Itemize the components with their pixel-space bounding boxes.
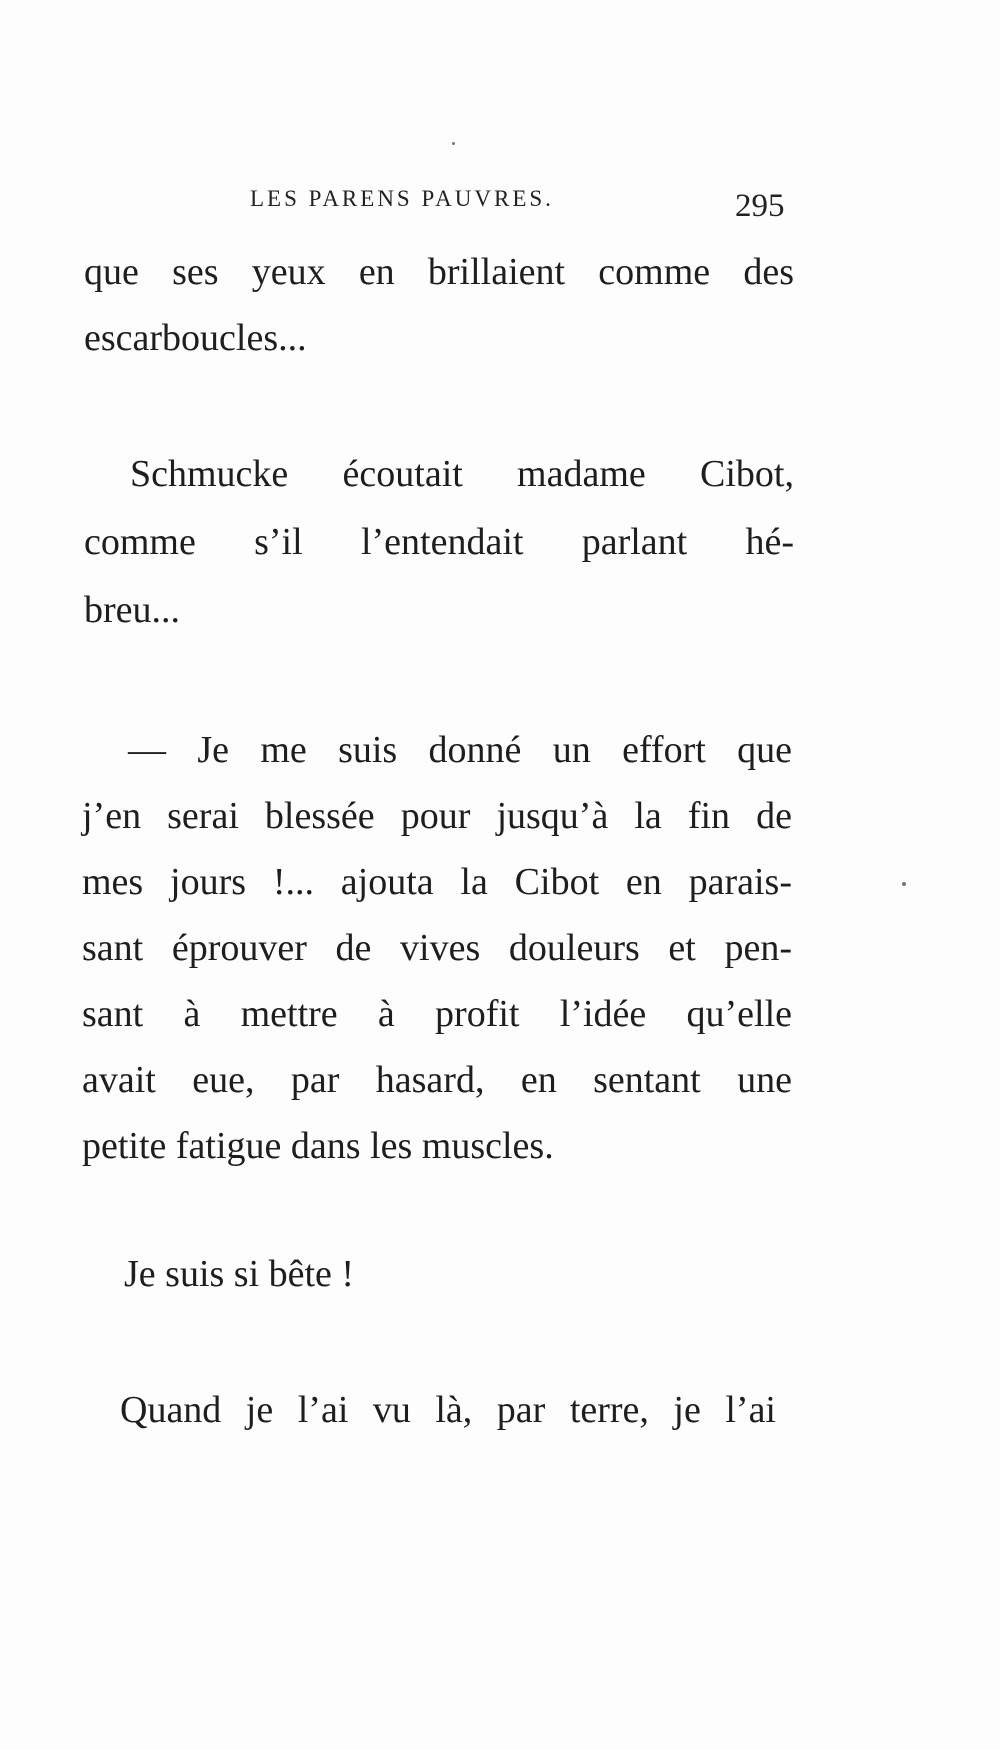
text-line: Schmucke écoutait madame Cibot, (130, 453, 794, 495)
text-line: — Je me suis donné un effort que (128, 729, 792, 771)
page-number: 295 (735, 188, 785, 224)
text-line: comme s’il l’entendait parlant hé- (84, 521, 794, 563)
text-line: Quand je l’ai vu là, par terre, je l’ai (120, 1389, 776, 1431)
scan-speck (452, 142, 455, 145)
running-head: LES PARENS PAUVRES. (250, 186, 554, 211)
text-line: petite fatigue dans les muscles. (82, 1125, 554, 1167)
text-line: mes jours !... ajouta la Cibot en parais- (82, 861, 792, 903)
text-line: escarboucles... (84, 317, 307, 359)
text-line: j’en serai blessée pour jusqu’à la fin de (82, 795, 792, 837)
text-line: breu... (84, 589, 181, 631)
text-line: Je suis si bête ! (124, 1253, 355, 1295)
text-line: sant éprouver de vives douleurs et pen- (82, 927, 792, 969)
text-line: que ses yeux en brillaient comme des (84, 251, 794, 293)
text-line: avait eue, par hasard, en sentant une (82, 1059, 792, 1101)
scan-speck (902, 882, 906, 886)
text-line: sant à mettre à profit l’idée qu’elle (82, 993, 792, 1035)
